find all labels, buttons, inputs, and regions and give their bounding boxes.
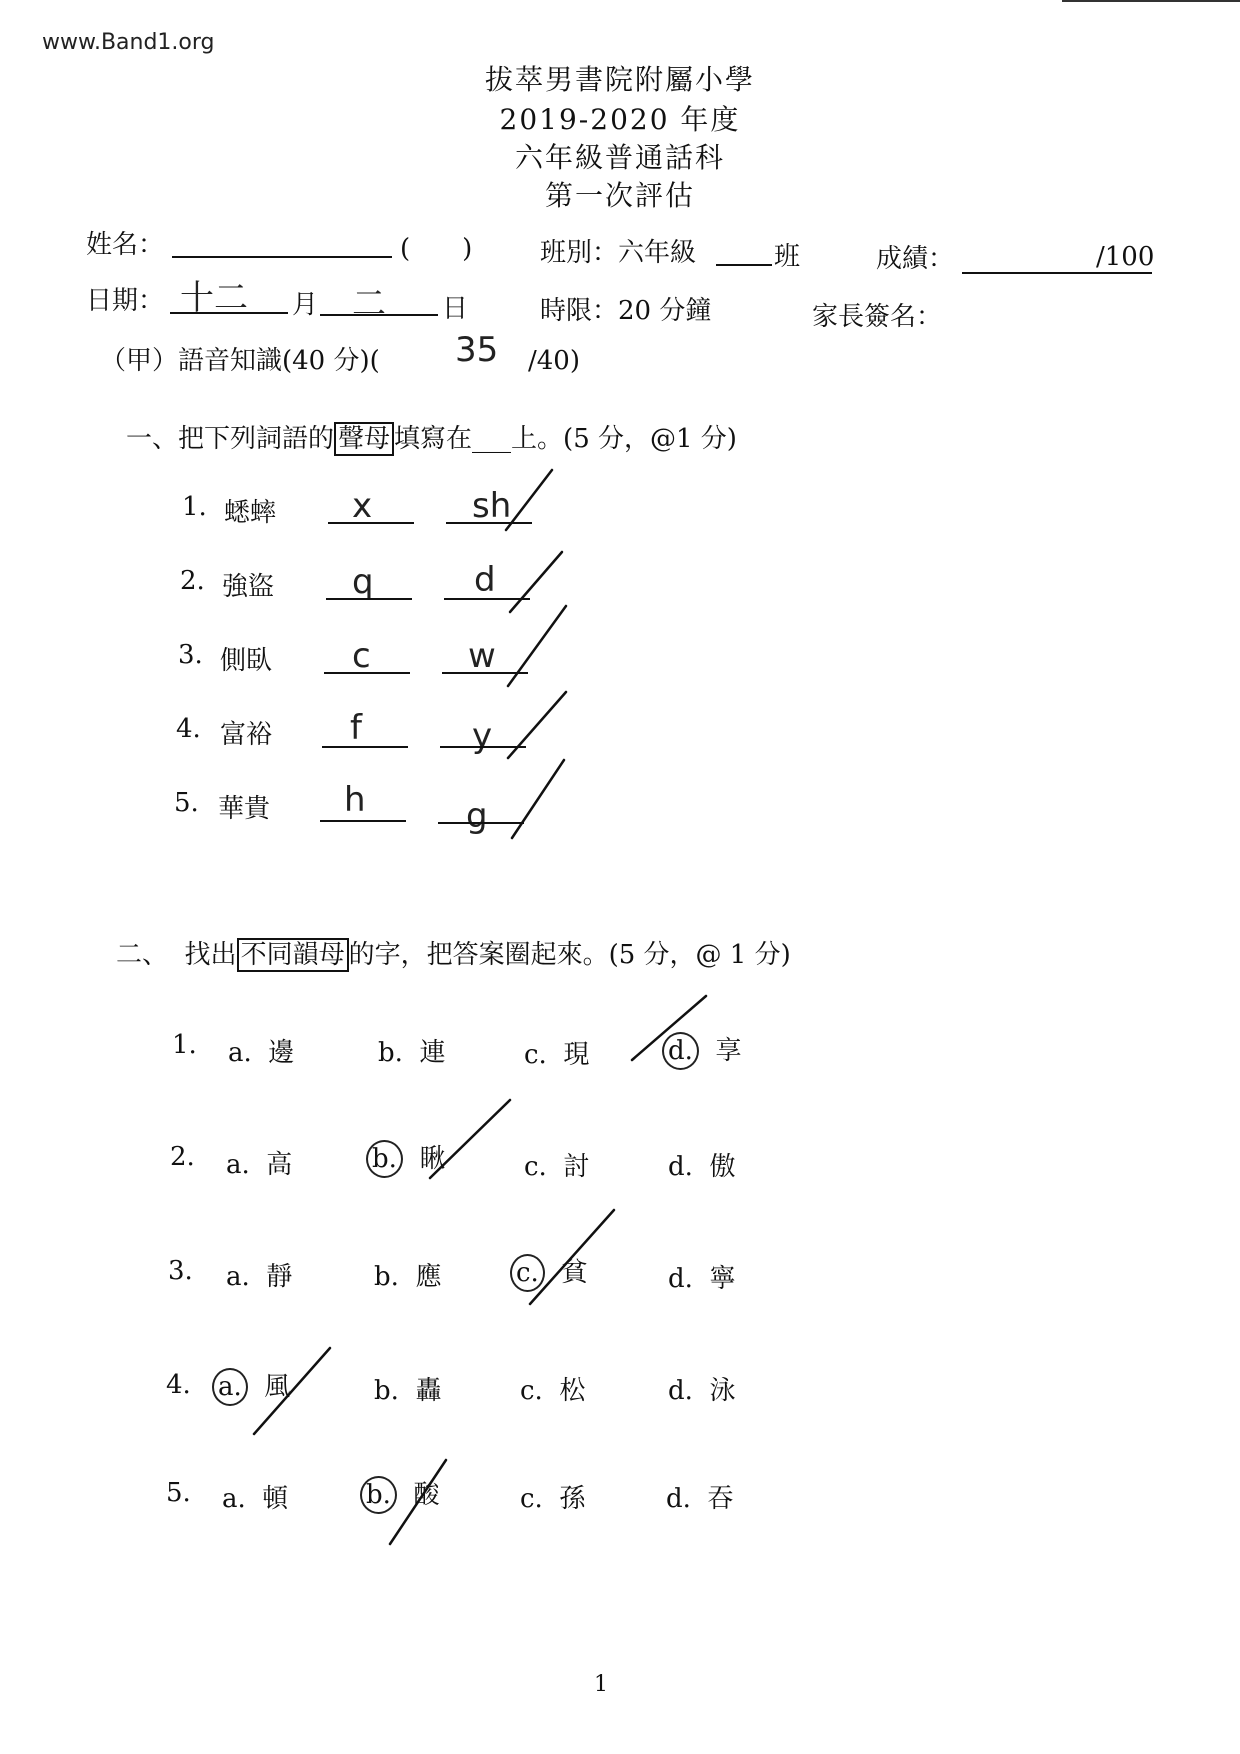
- q1-blank-1[interactable]: [322, 746, 408, 748]
- subject-title: 六年級普通話科: [514, 141, 725, 174]
- q1-answer-1: c: [352, 636, 371, 676]
- date-label: 日期：: [86, 286, 165, 316]
- q2-item-num: 2.: [170, 1142, 195, 1172]
- section-a-score-total: /40): [528, 346, 580, 376]
- q1-blank-1[interactable]: [324, 672, 410, 674]
- q1-answer-2: d: [474, 560, 496, 600]
- q2-char-a: 靜: [266, 1262, 293, 1292]
- q2-option-d[interactable]: [662, 1030, 741, 1070]
- q1-answer-1: q: [352, 562, 374, 602]
- q1-blank-2[interactable]: [446, 522, 532, 524]
- q1-answer-2: y: [472, 716, 493, 756]
- q1-item-word: 蟋蟀: [224, 498, 277, 528]
- q2-char-d: 泳: [709, 1376, 736, 1406]
- q2-pre: 找出: [184, 940, 237, 970]
- q2-option-a[interactable]: a. 高: [226, 1150, 293, 1180]
- tick-mark: [506, 470, 552, 530]
- answer-circle: a.: [212, 1368, 248, 1406]
- q1-item-num: 5.: [174, 788, 199, 818]
- q2-option-d[interactable]: d. 吞: [666, 1484, 734, 1514]
- q2-option-b[interactable]: [366, 1138, 445, 1178]
- q2-post: 的字，把答案圈起來。(5 分，@ 1 分): [348, 940, 791, 970]
- answer-circle: c.: [510, 1254, 545, 1292]
- date-month-label: 月: [292, 290, 319, 320]
- q2-option-b[interactable]: b. 轟: [374, 1376, 442, 1406]
- q2-char-a: 邊: [268, 1038, 295, 1068]
- q2-option-d[interactable]: d. 傲: [668, 1152, 736, 1182]
- q2-item-num: 5.: [166, 1478, 191, 1508]
- section-a-score-value: 35: [455, 330, 499, 370]
- q1-blank-1[interactable]: [320, 820, 406, 822]
- q2-char-d: 享: [715, 1036, 742, 1066]
- q1-boxed: 聲母: [334, 422, 394, 456]
- name-field[interactable]: [172, 256, 392, 258]
- q2-char-c: 松: [559, 1376, 586, 1406]
- q2-option-a[interactable]: [212, 1366, 290, 1406]
- class-label: 班別：六年級: [540, 238, 697, 268]
- date-day-field[interactable]: [320, 314, 438, 316]
- q1-item-num: 1.: [182, 492, 207, 522]
- tick-mark: [512, 760, 564, 838]
- q1-answer-2: w: [468, 636, 496, 676]
- q2-char-a: 高: [266, 1150, 293, 1180]
- q1-answer-1: x: [352, 486, 373, 526]
- q2-option-b[interactable]: [360, 1474, 439, 1514]
- page-number: 1: [594, 1672, 608, 1697]
- q2-char-c: 貧: [561, 1258, 588, 1288]
- score-label: 成績：: [876, 244, 955, 274]
- q2-item-num: 1.: [172, 1030, 197, 1060]
- q2-option-a[interactable]: a. 頓: [222, 1484, 289, 1514]
- date-day-value: 二: [352, 284, 386, 324]
- q1-answer-1: f: [350, 708, 362, 748]
- q2-char-d: 吞: [707, 1484, 734, 1514]
- q2-char-b: 瞅: [419, 1144, 446, 1174]
- answer-circle: b.: [360, 1476, 397, 1514]
- q2-item-num: 3.: [168, 1256, 193, 1286]
- q2-char-b: 轟: [415, 1376, 442, 1406]
- q1-number: 一、: [126, 424, 179, 454]
- q1-answer-2: sh: [472, 486, 512, 526]
- q2-char-a: 頓: [262, 1484, 289, 1514]
- q1-answer-1: h: [344, 780, 366, 820]
- q2-option-d[interactable]: d. 寧: [668, 1264, 736, 1294]
- tick-mark: [510, 552, 562, 612]
- q2-number: 二、: [116, 940, 169, 970]
- q1-instruction: [126, 418, 737, 455]
- q1-blank-2[interactable]: [440, 746, 526, 748]
- q2-option-c[interactable]: c. 討: [524, 1152, 590, 1182]
- q2-option-a[interactable]: a. 邊: [228, 1038, 295, 1068]
- q2-char-b: 應: [415, 1262, 442, 1292]
- parent-signature-label: 家長簽名：: [812, 302, 943, 332]
- q1-blank-2[interactable]: [438, 822, 524, 824]
- q2-option-c[interactable]: [510, 1252, 587, 1292]
- q2-option-a[interactable]: a. 靜: [226, 1262, 293, 1292]
- q2-option-d[interactable]: d. 泳: [668, 1376, 736, 1406]
- date-month-value: 十二: [180, 278, 248, 318]
- q2-option-c[interactable]: c. 現: [524, 1040, 590, 1070]
- q1-item-word: 強盜: [222, 572, 275, 602]
- q1-item-num: 4.: [176, 714, 201, 744]
- answer-circle: d.: [662, 1032, 699, 1070]
- q2-char-c: 討: [563, 1152, 590, 1182]
- q1-pre: 把下列詞語的: [178, 424, 335, 454]
- q2-option-c[interactable]: c. 孫: [520, 1484, 586, 1514]
- tick-mark: [508, 692, 566, 758]
- score-total: /100: [1096, 242, 1155, 272]
- q1-item-word: 華貴: [218, 794, 271, 824]
- q2-instruction: [116, 934, 791, 971]
- q1-item-num: 2.: [180, 566, 205, 596]
- q2-item-num: 4.: [166, 1370, 191, 1400]
- q2-char-c: 現: [563, 1040, 590, 1070]
- class-number-paren: ( ): [400, 234, 473, 264]
- q1-item-word: 富裕: [220, 720, 273, 750]
- time-limit: 時限：20 分鐘: [540, 296, 712, 326]
- q1-blank-2[interactable]: [442, 672, 528, 674]
- q2-option-b[interactable]: b. 應: [374, 1262, 442, 1292]
- tick-mark: [508, 606, 566, 686]
- q1-answer-2: g: [466, 796, 488, 836]
- q2-char-b: 酸: [413, 1480, 440, 1510]
- section-a-title: （甲）語音知識(40 分)(: [100, 346, 380, 376]
- q1-blank-1[interactable]: [328, 522, 414, 524]
- q2-char-d: 寧: [709, 1264, 736, 1294]
- q2-char-b: 連: [419, 1038, 446, 1068]
- date-day-label: 日: [442, 294, 469, 324]
- assessment-title: 第一次評估: [544, 179, 695, 212]
- answer-circle: b.: [366, 1140, 403, 1178]
- q2-option-c[interactable]: c. 松: [520, 1376, 586, 1406]
- class-suffix: 班: [774, 242, 801, 272]
- name-label: 姓名：: [86, 230, 165, 260]
- q1-blank-1[interactable]: [326, 598, 412, 600]
- school-name: 拔萃男書院附屬小學: [484, 63, 755, 96]
- q1-blank-2[interactable]: [444, 598, 530, 600]
- q2-char-c: 孫: [559, 1484, 586, 1514]
- q1-post: 填寫在___上。(5 分，@1 分): [394, 424, 737, 454]
- class-field[interactable]: [716, 264, 772, 266]
- q2-option-b[interactable]: b. 連: [378, 1038, 446, 1068]
- q1-item-word: 側臥: [220, 646, 273, 676]
- date-month-field[interactable]: [170, 312, 288, 314]
- q2-boxed: 不同韻母: [237, 938, 349, 972]
- score-field[interactable]: [962, 272, 1152, 274]
- watermark-url: www.Band1.org: [42, 30, 215, 55]
- q2-char-a: 風: [264, 1372, 291, 1402]
- q2-char-d: 傲: [709, 1152, 736, 1182]
- q1-item-num: 3.: [178, 640, 203, 670]
- school-year: 2019-2020 年度: [499, 103, 741, 136]
- top-edge-line: [1062, 0, 1240, 2]
